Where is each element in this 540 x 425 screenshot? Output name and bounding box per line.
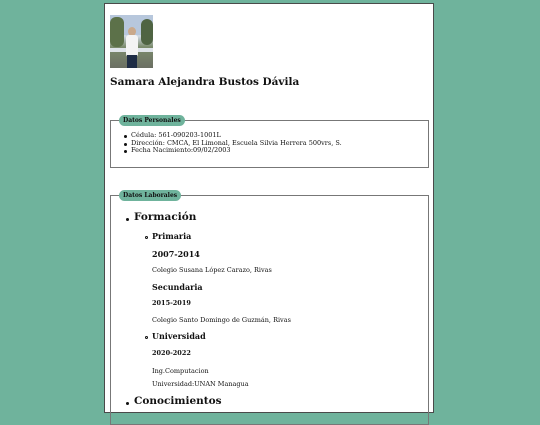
universidad-years: 2020-2022 (152, 349, 191, 357)
personal-data-list (124, 132, 342, 155)
formacion-heading: Formación (134, 211, 197, 223)
address-item: Dirección: CMCA, El Limonal, Escuela Silvia Herrera 500vrs, S. (124, 140, 342, 148)
universidad-heading: Universidad (152, 331, 206, 341)
secundaria-school: Colegio Santo Domingo de Guzmán, Rivas (152, 316, 291, 324)
personal-data-legend: Datos Personales (119, 115, 185, 126)
universidad-name: Universidad:UNAN Managua (152, 380, 249, 388)
bullet-ring (145, 336, 148, 339)
work-data-section (110, 192, 429, 425)
personal-data-section (110, 117, 429, 168)
work-data-legend: Datos Laborales (119, 190, 181, 201)
profile-photo (110, 15, 153, 68)
cv-page (104, 3, 434, 413)
birthdate-item: Fecha Nacimiento:09/02/2003 (124, 147, 342, 155)
primaria-years: 2007-2014 (152, 249, 200, 259)
bullet-dot (126, 218, 129, 221)
primaria-school: Colegio Susana López Carazo, Rivas (152, 266, 272, 274)
carrera-text: Ing.Computacion (152, 367, 209, 375)
secundaria-years: 2015-2019 (152, 299, 191, 307)
primaria-heading: Primaria (152, 231, 192, 241)
secundaria-heading: Secundaria (152, 282, 203, 292)
bullet-ring (145, 236, 148, 239)
conocimientos-heading: Conocimientos (134, 395, 222, 407)
profile-name: Samara Alejandra Bustos Dávila (110, 76, 300, 88)
cedula-item: Cédula: 561-090203-1001L (124, 132, 342, 140)
